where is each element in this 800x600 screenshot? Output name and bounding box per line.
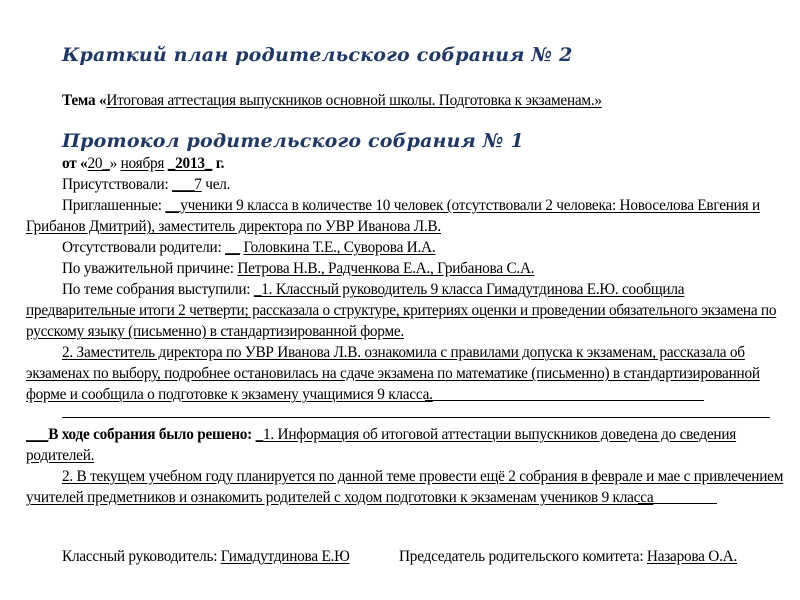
date-sep: » bbox=[109, 155, 121, 172]
speaker1-line3: русскому языку (письменно) в стандартизированной форме. bbox=[26, 323, 404, 340]
absent-value: Головкина Т.Е., Суворова И.А. bbox=[243, 239, 436, 256]
speaker2-line2: экзаменах по выбору, подробнее остановилась на сдаче экзамена по математике (письменно) в стандартизированной bbox=[26, 365, 760, 382]
speakers-line-1 bbox=[62, 279, 684, 300]
plan-topic bbox=[62, 90, 602, 111]
plan-title: Краткий план родительского собрания № 2 bbox=[62, 44, 573, 66]
present-unit: чел. bbox=[201, 176, 231, 193]
excused-parents bbox=[62, 258, 534, 279]
teacher-label: Классный руководитель: bbox=[62, 548, 221, 565]
speakers-line-3 bbox=[26, 321, 404, 342]
chair-name: Назарова О.А. bbox=[646, 548, 738, 565]
decision2-line2: учителей предметников и ознакомить родителей с ходом подготовки к экзаменам учеников 9 класса bbox=[26, 489, 654, 506]
speaker1-line1: _1. Классный руководитель 9 класса Гимадутдинова Е.Ю. сообщила bbox=[253, 281, 685, 298]
absent-parents bbox=[62, 237, 435, 258]
chair-label: Председатель родительского комитета: bbox=[399, 548, 647, 565]
decision-line-2 bbox=[26, 445, 94, 466]
decision-blank: ___ bbox=[26, 426, 49, 443]
speaker1-line2: предварительные итоги 2 четверти; рассказала о структуре, критериях оценки и проведении обязательного экзамена по bbox=[26, 302, 777, 319]
signature-teacher bbox=[62, 546, 350, 567]
protocol-title: Протокол родительского собрания № 1 bbox=[62, 130, 524, 152]
decision-line-3 bbox=[62, 466, 783, 487]
decision1-line1: _1. Информация об итоговой аттестации выпускников доведена до сведения bbox=[255, 426, 737, 443]
invited-value-2: Грибанов Дмитрий), заместитель директора по УВР Иванова Л.В. bbox=[26, 218, 441, 235]
excused-value: Петрова Н.В., Радченкова Е.А., Грибанова С.А. bbox=[237, 260, 535, 277]
decision-line-4 bbox=[26, 487, 653, 508]
speaker2-line3: форме и сообщила о подготовке к экзамену учащимися 9 класса. bbox=[26, 386, 433, 403]
excused-label: По уважительной причине: bbox=[62, 260, 238, 277]
invited-line-2 bbox=[26, 216, 441, 237]
invited-line-1 bbox=[62, 195, 760, 216]
decision-label: В ходе собрания было решено: bbox=[48, 426, 256, 443]
speakers-line-5 bbox=[26, 363, 760, 384]
decision1-line2: родителей. bbox=[26, 447, 95, 464]
date-month: ноября bbox=[120, 155, 165, 172]
signature-chair bbox=[399, 546, 737, 567]
present-count bbox=[62, 174, 230, 195]
speakers-line-4 bbox=[62, 342, 745, 363]
absent-label: Отсутствовали родители: bbox=[62, 239, 226, 256]
date-suffix: г. bbox=[212, 155, 225, 172]
blank-fill-rule-1 bbox=[425, 400, 704, 401]
decision2-line1: 2. В текущем учебном году планируется по данной теме провести ещё 2 собрания в феврале и мае с привлечением bbox=[62, 468, 784, 485]
invited-label: Приглашенные: bbox=[62, 197, 166, 214]
date-day: 20_ bbox=[87, 155, 110, 172]
speakers-line-2 bbox=[26, 300, 776, 321]
absent-blank: __ bbox=[225, 239, 240, 256]
present-value: ___7 bbox=[172, 176, 202, 193]
blank-fill-rule-2 bbox=[62, 417, 770, 418]
teacher-name: Гимадутдинова Е.Ю bbox=[220, 548, 350, 565]
present-label: Присутствовали: bbox=[62, 176, 173, 193]
blank-fill-rule-3 bbox=[638, 503, 717, 504]
protocol-date bbox=[62, 153, 224, 174]
speaker2-line1: 2. Заместитель директора по УВР Иванова Л.В. ознакомила с правилами допуска к экзаменам, рассказала об bbox=[62, 344, 745, 361]
decision-line-1 bbox=[26, 424, 736, 445]
speakers-label: По теме собрания выступили: bbox=[62, 281, 254, 298]
topic-value: Итоговая аттестация выпускников основной школы. Подготовка к экзаменам.» bbox=[106, 92, 602, 109]
date-prefix: от « bbox=[62, 155, 88, 172]
invited-value-1: __ученики 9 класса в количестве 10 человек (отсутствовали 2 человека: Новоселова Евгения и bbox=[165, 197, 760, 214]
date-year: _2013_ bbox=[167, 155, 213, 172]
speakers-line-6 bbox=[26, 384, 433, 405]
topic-label: Тема « bbox=[62, 92, 107, 109]
